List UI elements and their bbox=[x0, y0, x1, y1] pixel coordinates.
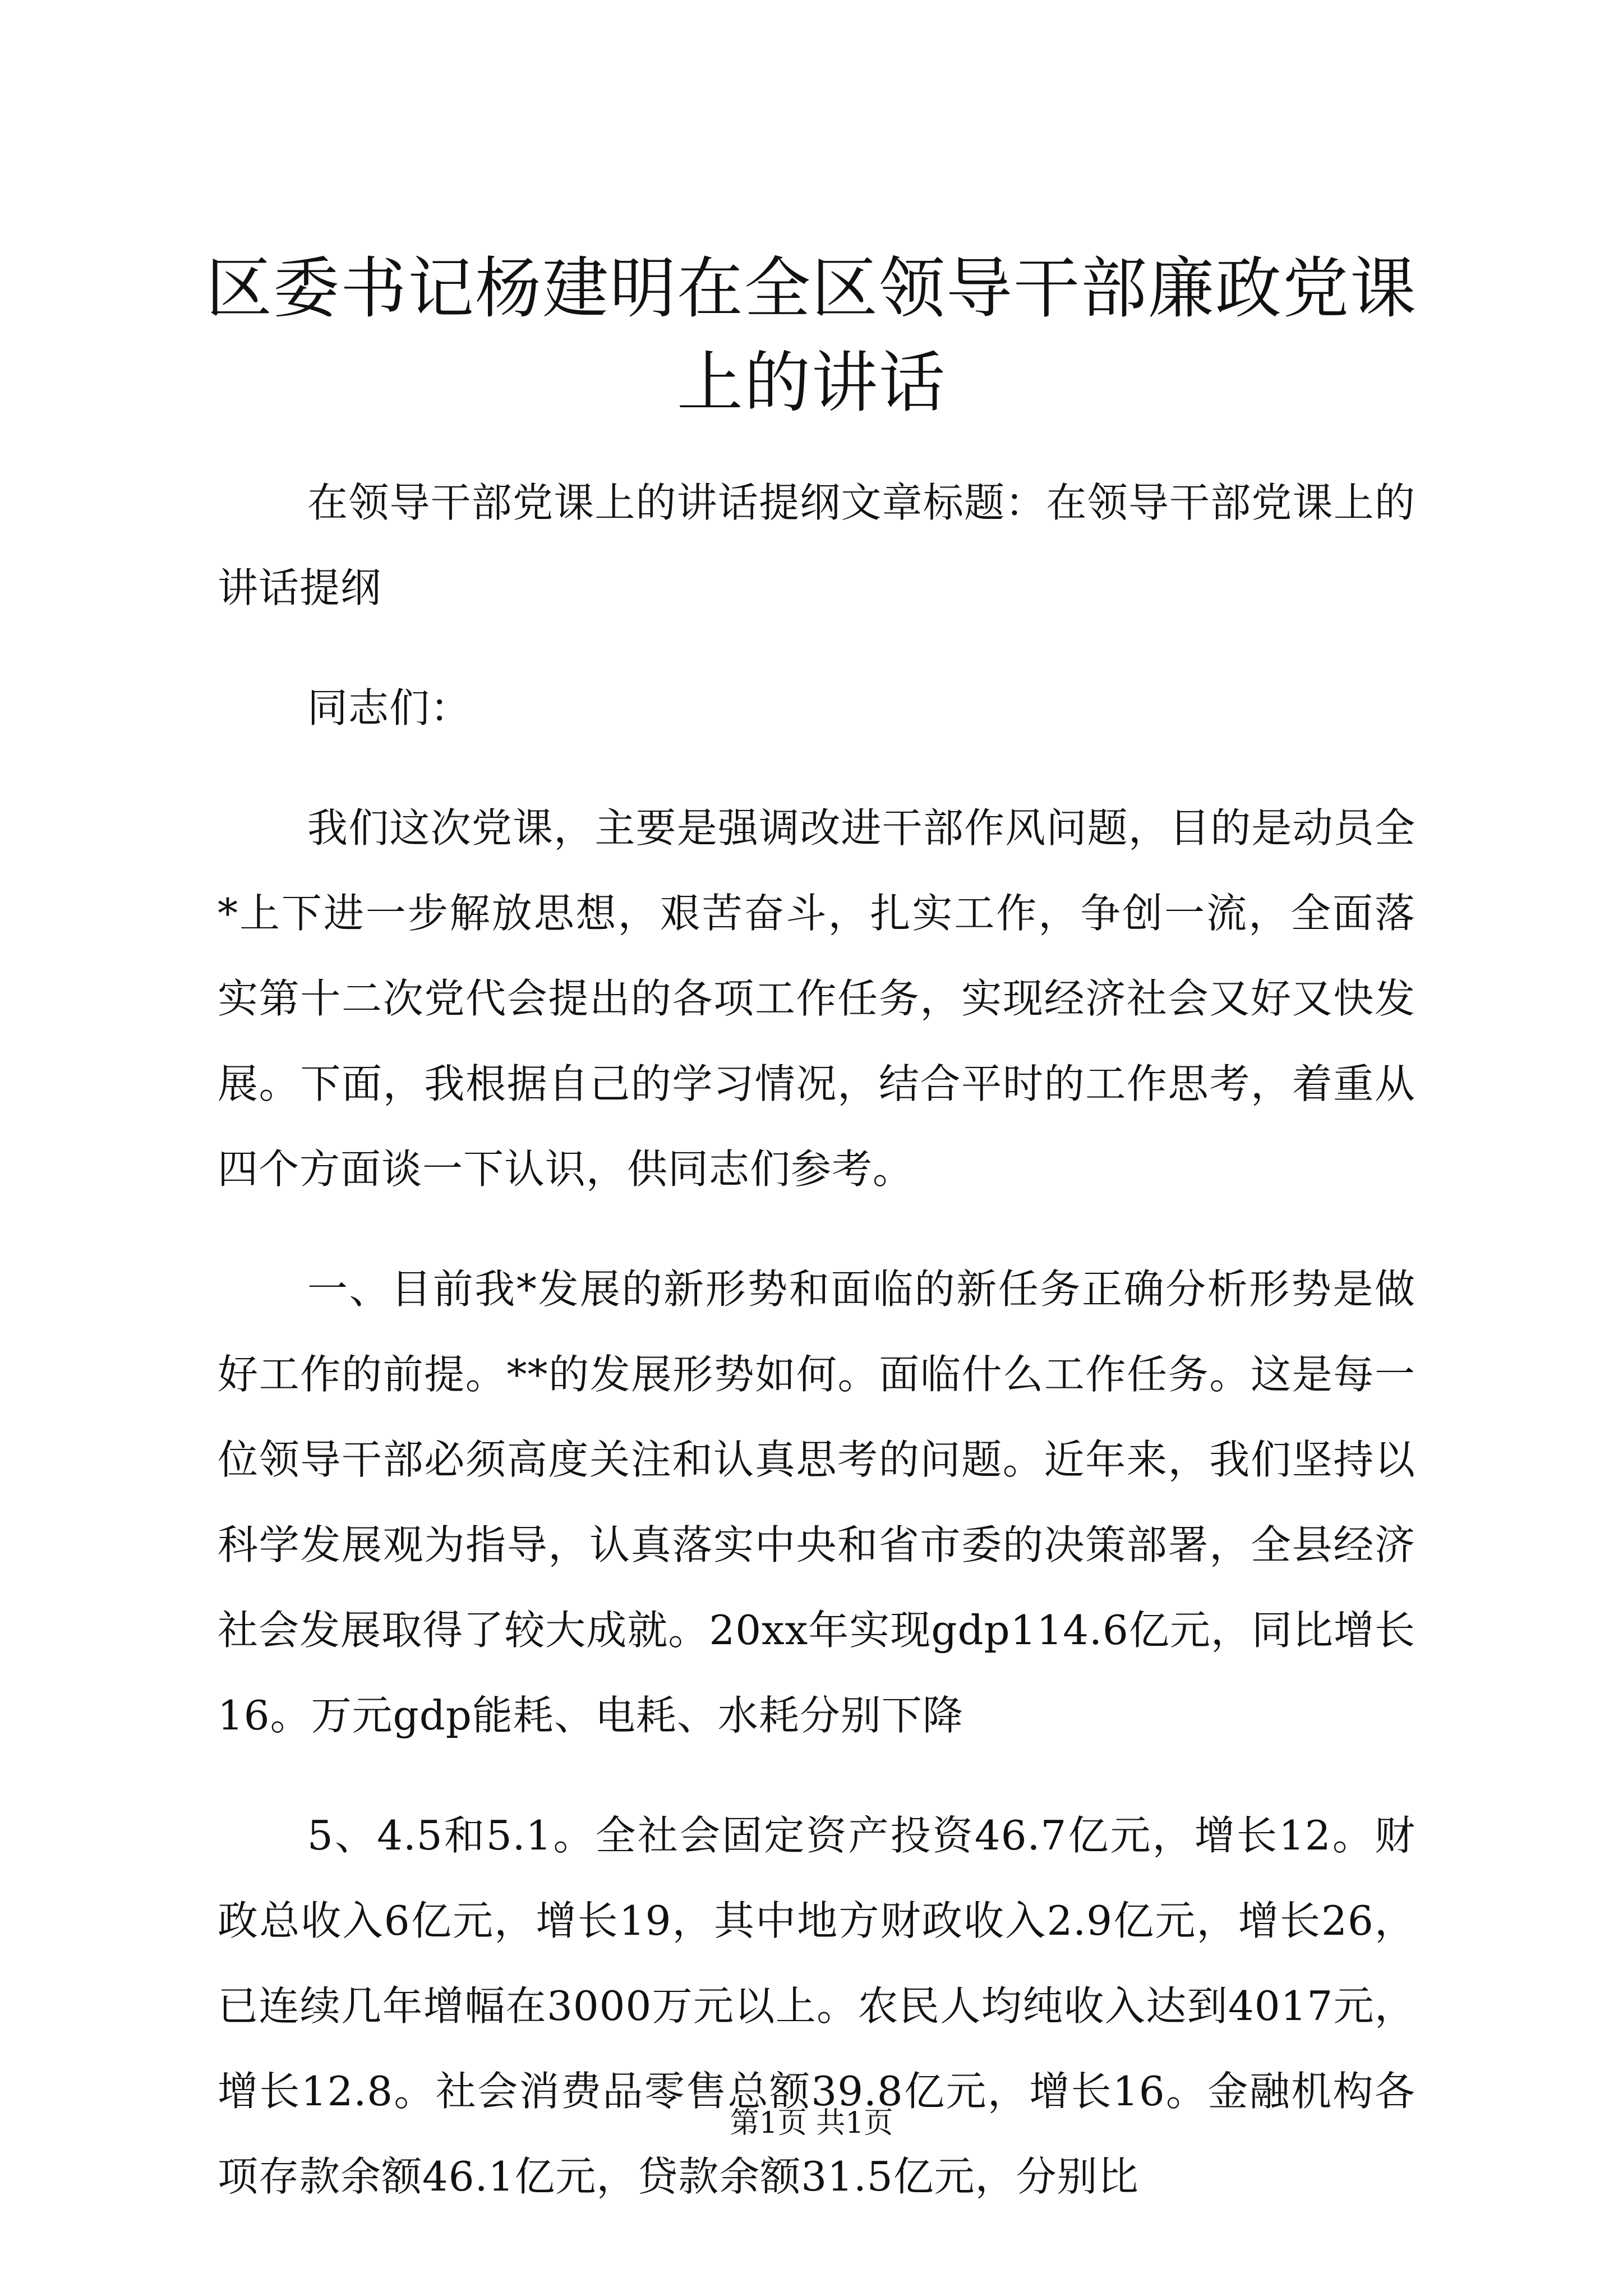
paragraph-section-one: 一、目前我*发展的新形势和面临的新任务正确分析形势是做好工作的前提。**的发展形势如何。面临什么工作任务。这是每一位领导干部必须高度关注和认真思考的问题。近年来，我们坚持以科学发展观为指导，认真落实中央和省市委的决策部署，全县经济社会发展取得了较大成就。20xx年实现gdp114.6亿元，同比增长16。万元gdp能耗、电耗、水耗分别下降 bbox=[218, 1266, 1415, 1739]
paragraph-statistics: 5、4.5和5.1。全社会固定资产投资46.7亿元，增长12。财政总收入6亿元，增长19，其中地方财政收入2.9亿元，增长26，已连续几年增幅在3000万元以上。农民人均纯收入达到4017元，增长12.8。社会消费品零售总额39.8亿元，增长16。金融机构各项存款余额46.1亿元，贷款余额31.5亿元，分别比 bbox=[218, 1812, 1415, 2200]
document-body bbox=[218, 460, 1415, 2254]
paragraph-salutation: 同志们： bbox=[307, 684, 472, 731]
paragraph-outline-heading: 在领导干部党课上的讲话提纲文章标题：在领导干部党课上的讲话提纲 bbox=[218, 479, 1415, 611]
page-footer: 第1页 共1页 bbox=[730, 2106, 893, 2140]
document-title: 区委书记杨建明在全区领导干部廉政党课上的讲话 bbox=[205, 250, 1417, 421]
paragraph-intro: 我们这次党课，主要是强调改进干部作风问题，目的是动员全*上下进一步解放思想，艰苦奋斗，扎实工作，争创一流，全面落实第十二次党代会提出的各项工作任务，实现经济社会又好又快发展。下面，我根据自己的学习情况，结合平时的工作思考，着重从四个方面谈一下认识，供同志们参考。 bbox=[218, 804, 1415, 1193]
